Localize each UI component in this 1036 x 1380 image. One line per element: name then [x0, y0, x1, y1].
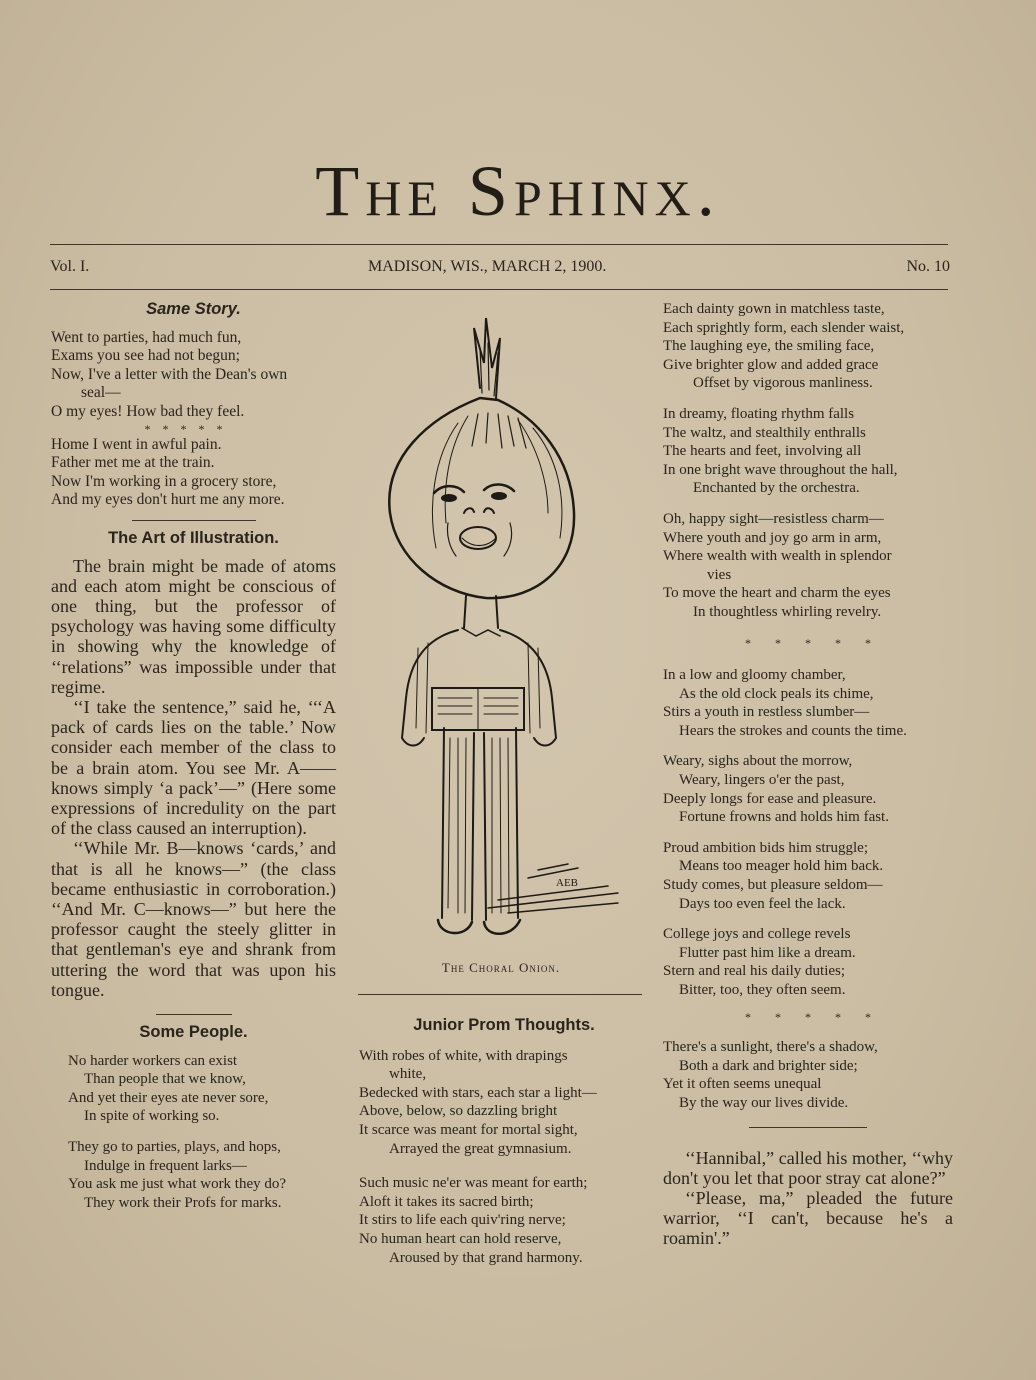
- verse-line: Weary, sighs about the morrow,: [663, 753, 853, 770]
- illustration-caption: The Choral Onion.: [441, 960, 561, 975]
- section-stars: * * * * *: [144, 421, 223, 436]
- verse-line: As the old clock peals its chime,: [679, 685, 874, 702]
- verse-line: Enchanted by the orchestra.: [693, 480, 860, 497]
- verse-line: Such music ne'er was meant for earth;: [359, 1175, 588, 1192]
- place-date: MADISON, WIS., MARCH 2, 1900.: [368, 258, 607, 275]
- dateline-rule: [50, 289, 948, 290]
- verse-line: There's a sunlight, there's a shadow,: [663, 1039, 878, 1056]
- same-story-stanza2: [51, 436, 336, 510]
- verse-line: seal—: [81, 384, 121, 402]
- section-stars: * * * * *: [745, 1009, 871, 1024]
- same-story-title: Same Story.: [146, 300, 241, 318]
- verse-line: Aroused by that grand harmony.: [389, 1249, 583, 1266]
- issue-number: No. 10: [906, 258, 950, 275]
- junior-prom-section: [359, 1016, 649, 1267]
- verse-line: No human heart can hold reserve,: [359, 1230, 562, 1247]
- divider: [156, 1014, 232, 1015]
- verse-line: They go to parties, plays, and hops,: [68, 1138, 281, 1155]
- verse-line: And yet their eyes ate never sore,: [68, 1089, 269, 1106]
- verse-line: Days too even feel the lack.: [679, 895, 846, 912]
- verse-line: In thoughtless whirling revelry.: [693, 603, 882, 620]
- paragraph: ‘‘Hannibal,” called his mother, ‘‘why don't you let that poor stray cat alone?”: [663, 1147, 953, 1188]
- verse-line: Exams you see had not begun;: [51, 347, 240, 365]
- dateline: [50, 258, 950, 282]
- divider: [132, 520, 256, 521]
- verse-line: Where wealth with wealth in splendor: [663, 548, 892, 565]
- verse-line: Indulge in frequent larks—: [84, 1157, 247, 1174]
- verse-line: College joys and college revels: [663, 926, 851, 943]
- verse-line: The waltz, and stealthily enthralls: [663, 424, 866, 441]
- junior-prom-title: Junior Prom Thoughts.: [413, 1016, 595, 1034]
- verse-line: white,: [389, 1066, 427, 1083]
- right-column: [663, 300, 953, 1249]
- verse-line: Yet it often seems unequal: [663, 1076, 822, 1093]
- verse-line: Aloft it takes its sacred birth;: [359, 1193, 534, 1210]
- verse-line: By the way our lives divide.: [679, 1094, 849, 1111]
- verse-line: The laughing eye, the smiling face,: [663, 338, 875, 355]
- verse-line: Now, I've a letter with the Dean's own: [51, 365, 288, 383]
- verse-line: It stirs to life each quiv'ring nerve;: [359, 1212, 566, 1229]
- verse-line: Than people that we know,: [84, 1071, 246, 1088]
- paragraph: ‘‘I take the sentence,” said he, ‘‘‘A pack of cards lies on the table.’ Now consider each member of the class to be a brain atom. You see Mr. A——knows simply ‘a pack’—” (Here some expressions of incredulity on the part of the class caused an interruption).: [51, 696, 336, 839]
- verse-line: Home I went in awful pain.: [51, 435, 222, 453]
- some-people-poem: [51, 1052, 336, 1213]
- verse-line: Bedecked with stars, each star a light—: [359, 1084, 597, 1101]
- verse-line: Both a dark and brighter side;: [679, 1057, 858, 1074]
- verse-line: They work their Profs for marks.: [84, 1194, 282, 1211]
- verse-line: And my eyes don't hurt me any more.: [51, 491, 285, 509]
- verse-line: Each dainty gown in matchless taste,: [663, 301, 885, 317]
- verse-line: Deeply longs for ease and pleasure.: [663, 790, 877, 807]
- verse-line: Arrayed the great gymnasium.: [389, 1140, 572, 1157]
- verse-line: Study comes, but pleasure seldom—: [663, 877, 883, 894]
- verse-line: Each sprightly form, each slender waist,: [663, 319, 905, 336]
- verse-line: Give brighter glow and added grace: [663, 356, 879, 373]
- top-rule: [50, 244, 948, 245]
- verse-line: Proud ambition bids him struggle;: [663, 839, 868, 856]
- verse-line: Weary, lingers o'er the past,: [679, 772, 845, 789]
- verse-line: Stern and real his daily duties;: [663, 963, 846, 980]
- verse-line: In spite of working so.: [84, 1108, 220, 1125]
- verse-line: Went to parties, had much fun,: [51, 328, 242, 346]
- verse-line: Offset by vigorous manliness.: [693, 375, 873, 392]
- verse-line: Bitter, too, they often seem.: [679, 982, 846, 998]
- verse-line: Means too meager hold him back.: [679, 858, 884, 875]
- volume-label: Vol. I.: [50, 258, 90, 275]
- verse-line: O my eyes! How bad they feel.: [51, 402, 245, 420]
- paragraph: ‘‘While Mr. B—knows ‘cards,’ and that is all he knows—” (the class became enthusiastic in corroboration.) ‘‘And Mr. C—knows—” but here the professor caught the steely glitter in that gentleman's eye and shrank from uttering the word that was upon his tongue.: [51, 838, 336, 1000]
- middle-rule: [358, 994, 642, 995]
- same-story-stanza1: [51, 329, 336, 422]
- hannibal-joke: [663, 1148, 953, 1249]
- art-of-illustration-title: The Art of Illustration.: [108, 528, 279, 547]
- verse-line: vies: [707, 566, 732, 583]
- masthead-title: The Sphinx.: [315, 151, 721, 231]
- verse-line: Hears the strokes and counts the time.: [679, 722, 907, 739]
- art-of-illustration-body: [51, 556, 336, 1000]
- verse-line: Oh, happy sight—resistless charm—: [663, 510, 884, 527]
- verse-line: In dreamy, floating rhythm falls: [663, 405, 855, 422]
- verse-line: Flutter past him like a dream.: [679, 944, 856, 961]
- artist-signature: AEB: [556, 877, 578, 889]
- verse-line: Where youth and joy go arm in arm,: [663, 529, 882, 546]
- verse-line: No harder workers can exist: [68, 1052, 238, 1069]
- verse-line: In a low and gloomy chamber,: [663, 667, 846, 684]
- left-column: [51, 300, 336, 1212]
- verse-line: You ask me just what work they do?: [68, 1176, 287, 1193]
- verse-line: Fortune frowns and holds him fast.: [679, 809, 889, 826]
- verse-line: In one bright wave throughout the hall,: [663, 461, 898, 478]
- verse-line: Stirs a youth in restless slumber—: [663, 704, 870, 721]
- some-people-title: Some People.: [139, 1023, 248, 1041]
- verse-line: Now I'm working in a grocery store,: [51, 472, 277, 490]
- verse-line: It scarce was meant for mortal sight,: [359, 1121, 578, 1138]
- divider: [749, 1127, 867, 1128]
- choral-onion-illustration: [388, 308, 638, 948]
- section-stars: * * * * *: [745, 635, 871, 650]
- paragraph: The brain might be made of atoms and each atom might be conscious of one thing, but the professor of psychology was having some difficulty in showing why the knowledge of ‘‘relations” was impossible under that regime.: [51, 555, 336, 697]
- verse-line: The hearts and feet, involving all: [663, 443, 862, 460]
- verse-line: With robes of white, with drapings: [359, 1047, 568, 1064]
- verse-line: To move the heart and charm the eyes: [663, 585, 891, 602]
- verse-line: Above, below, so dazzling bright: [359, 1103, 558, 1120]
- paragraph: ‘‘Please, ma,” pleaded the future warrior, ‘‘I can't, because he's a roamin'.”: [663, 1187, 953, 1249]
- verse-line: Father met me at the train.: [51, 454, 215, 472]
